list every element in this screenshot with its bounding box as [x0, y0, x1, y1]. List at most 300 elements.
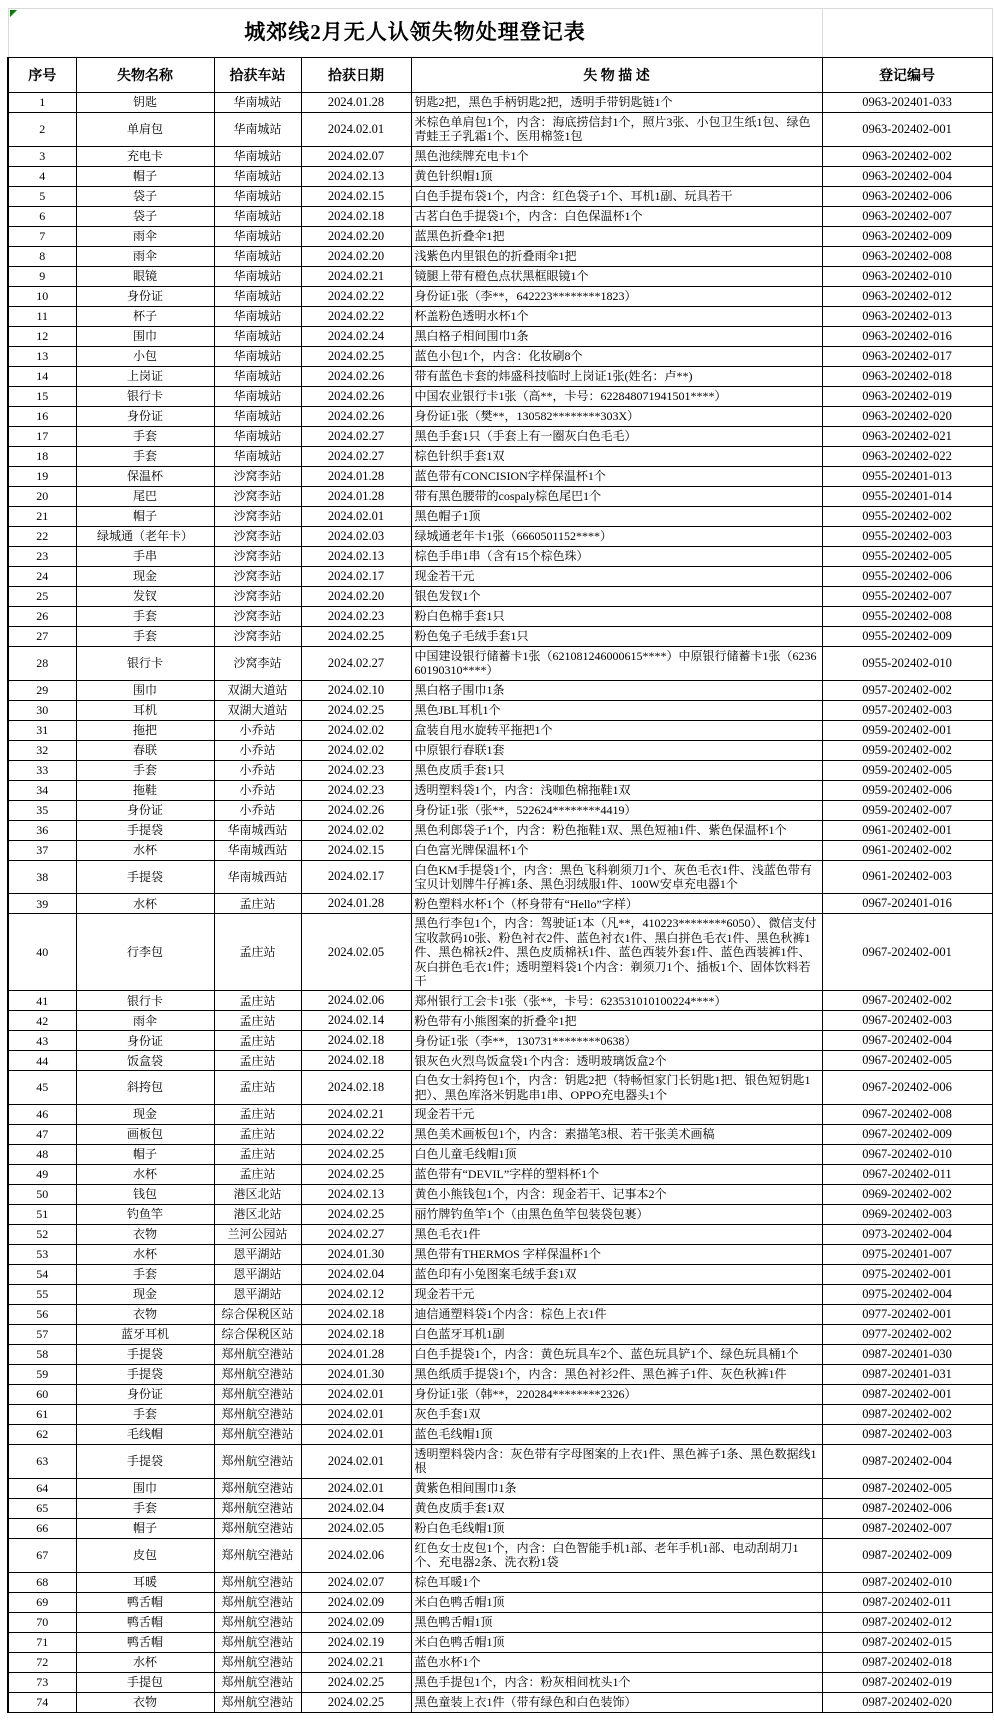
station-cell[interactable]: 孟庄站 [214, 991, 301, 1011]
description-cell[interactable]: 蓝色小包1个，内含：化妆刷8个 [411, 346, 822, 366]
row-number-cell[interactable]: 71 [8, 1632, 76, 1652]
date-cell[interactable]: 2024.02.26 [301, 366, 411, 386]
registration-number-cell[interactable]: 0959-202402-007 [822, 800, 992, 820]
description-cell[interactable]: 黑色毛衣1件 [411, 1225, 822, 1245]
station-cell[interactable]: 港区北站 [214, 1185, 301, 1205]
station-cell[interactable]: 华南城站 [214, 406, 301, 426]
station-cell[interactable]: 孟庄站 [214, 1165, 301, 1185]
date-cell[interactable]: 2024.01.28 [301, 1345, 411, 1365]
date-cell[interactable]: 2024.02.01 [301, 1405, 411, 1425]
row-number-cell[interactable]: 67 [8, 1538, 76, 1572]
date-cell[interactable]: 2024.02.26 [301, 386, 411, 406]
station-cell[interactable]: 郑州航空港站 [214, 1445, 301, 1479]
date-cell[interactable]: 2024.02.07 [301, 1572, 411, 1592]
description-cell[interactable]: 浅紫色内里银色的折叠雨伞1把 [411, 246, 822, 266]
item-name-cell[interactable]: 手提袋 [76, 1345, 214, 1365]
item-name-cell[interactable]: 围巾 [76, 326, 214, 346]
item-name-cell[interactable]: 帽子 [76, 166, 214, 186]
item-name-cell[interactable]: 手提袋 [76, 860, 214, 894]
row-number-cell[interactable]: 13 [8, 346, 76, 366]
description-cell[interactable]: 黑色手套1只（手套上有一圈灰白色毛毛） [411, 426, 822, 446]
station-cell[interactable]: 沙窝李站 [214, 486, 301, 506]
row-number-cell[interactable]: 46 [8, 1105, 76, 1125]
date-cell[interactable]: 2024.02.06 [301, 991, 411, 1011]
registration-number-cell[interactable]: 0963-202402-006 [822, 186, 992, 206]
item-name-cell[interactable]: 手套 [76, 760, 214, 780]
description-cell[interactable]: 白色KM手提袋1个，内含：黑色飞科剃须刀1个、灰色毛衣1件、浅蓝色带有宝贝计划牌牛仔裤1条、黑色羽绒服1件、100W安卓充电器1个 [411, 860, 822, 894]
row-number-cell[interactable]: 7 [8, 226, 76, 246]
registration-number-cell[interactable]: 0987-202401-031 [822, 1365, 992, 1385]
description-cell[interactable]: 黄紫色相间围巾1条 [411, 1478, 822, 1498]
date-cell[interactable]: 2024.02.03 [301, 526, 411, 546]
registration-number-cell[interactable]: 0987-202402-003 [822, 1425, 992, 1445]
item-name-cell[interactable]: 现金 [76, 1105, 214, 1125]
station-cell[interactable]: 双湖大道站 [214, 700, 301, 720]
row-number-cell[interactable]: 21 [8, 506, 76, 526]
date-cell[interactable]: 2024.02.25 [301, 626, 411, 646]
registration-number-cell[interactable]: 0977-202402-002 [822, 1325, 992, 1345]
description-cell[interactable]: 银灰色火烈鸟饭盒袋1个内含：透明玻璃饭盒2个 [411, 1051, 822, 1071]
row-number-cell[interactable]: 36 [8, 820, 76, 840]
item-name-cell[interactable]: 身份证 [76, 1031, 214, 1051]
station-cell[interactable]: 华南城站 [214, 113, 301, 147]
item-name-cell[interactable]: 春联 [76, 740, 214, 760]
station-cell[interactable]: 沙窝李站 [214, 646, 301, 680]
row-number-cell[interactable]: 22 [8, 526, 76, 546]
row-number-cell[interactable]: 17 [8, 426, 76, 446]
station-cell[interactable]: 孟庄站 [214, 1051, 301, 1071]
item-name-cell[interactable]: 上岗证 [76, 366, 214, 386]
date-cell[interactable]: 2024.02.26 [301, 406, 411, 426]
row-number-cell[interactable]: 58 [8, 1345, 76, 1365]
description-cell[interactable]: 黑色手提包1个，内含：粉灰相间枕头1个 [411, 1672, 822, 1692]
date-cell[interactable]: 2024.01.28 [301, 894, 411, 914]
row-number-cell[interactable]: 6 [8, 206, 76, 226]
date-cell[interactable]: 2024.02.22 [301, 286, 411, 306]
registration-number-cell[interactable]: 0955-202402-002 [822, 506, 992, 526]
date-cell[interactable]: 2024.02.21 [301, 266, 411, 286]
registration-number-cell[interactable]: 0973-202402-004 [822, 1225, 992, 1245]
registration-number-cell[interactable]: 0963-202402-002 [822, 146, 992, 166]
description-cell[interactable]: 米棕色单肩包1个，内含：海底捞信封1个，照片3张、小包卫生纸1包、绿色青蛙王子乳霜1个、医用棉签1包 [411, 113, 822, 147]
registration-number-cell[interactable]: 0975-202401-007 [822, 1245, 992, 1265]
row-number-cell[interactable]: 14 [8, 366, 76, 386]
item-name-cell[interactable]: 雨伞 [76, 246, 214, 266]
item-name-cell[interactable]: 袋子 [76, 186, 214, 206]
date-cell[interactable]: 2024.02.25 [301, 700, 411, 720]
registration-number-cell[interactable]: 0963-202402-016 [822, 326, 992, 346]
station-cell[interactable]: 沙窝李站 [214, 466, 301, 486]
station-cell[interactable]: 小乔站 [214, 760, 301, 780]
row-number-cell[interactable]: 66 [8, 1518, 76, 1538]
row-number-cell[interactable]: 2 [8, 113, 76, 147]
description-cell[interactable]: 蓝色带有“DEVIL”字样的塑料杯1个 [411, 1165, 822, 1185]
row-number-cell[interactable]: 16 [8, 406, 76, 426]
description-cell[interactable]: 身份证1张（樊**，130582********303X） [411, 406, 822, 426]
description-cell[interactable]: 蓝色毛线帽1顶 [411, 1425, 822, 1445]
item-name-cell[interactable]: 眼镜 [76, 266, 214, 286]
date-cell[interactable]: 2024.02.22 [301, 306, 411, 326]
row-number-cell[interactable]: 33 [8, 760, 76, 780]
row-number-cell[interactable]: 9 [8, 266, 76, 286]
registration-number-cell[interactable]: 0967-202402-010 [822, 1145, 992, 1165]
date-cell[interactable]: 2024.02.01 [301, 1478, 411, 1498]
registration-number-cell[interactable]: 0969-202402-003 [822, 1205, 992, 1225]
date-cell[interactable]: 2024.02.20 [301, 246, 411, 266]
description-cell[interactable]: 粉色兔子毛绒手套1只 [411, 626, 822, 646]
row-number-cell[interactable]: 74 [8, 1692, 76, 1712]
row-number-cell[interactable]: 18 [8, 446, 76, 466]
item-name-cell[interactable]: 袋子 [76, 206, 214, 226]
item-name-cell[interactable]: 拖鞋 [76, 780, 214, 800]
row-number-cell[interactable]: 47 [8, 1125, 76, 1145]
station-cell[interactable]: 沙窝李站 [214, 626, 301, 646]
table-title-cell[interactable] [8, 9, 822, 58]
registration-number-cell[interactable]: 0961-202402-003 [822, 860, 992, 894]
description-cell[interactable]: 黑色JBL耳机1个 [411, 700, 822, 720]
registration-number-cell[interactable]: 0957-202402-003 [822, 700, 992, 720]
registration-number-cell[interactable]: 0987-202402-004 [822, 1445, 992, 1479]
description-cell[interactable]: 白色女士斜挎包1个，内含：钥匙2把（特畅恒家门长钥匙1把、银色短钥匙1把）、黑色库洛米钥匙串1串、OPPO充电器头1个 [411, 1071, 822, 1105]
station-cell[interactable]: 华南城站 [214, 93, 301, 113]
date-cell[interactable]: 2024.02.12 [301, 1285, 411, 1305]
description-cell[interactable]: 透明塑料袋内含：灰色带有字母图案的上衣1件、黑色裤子1条、黑色数据线1根 [411, 1445, 822, 1479]
column-header-date-found[interactable]: 拾获日期 [301, 58, 411, 93]
station-cell[interactable]: 华南城站 [214, 166, 301, 186]
row-number-cell[interactable]: 34 [8, 780, 76, 800]
row-number-cell[interactable]: 54 [8, 1265, 76, 1285]
date-cell[interactable]: 2024.02.18 [301, 1031, 411, 1051]
description-cell[interactable]: 杯盖粉色透明水杯1个 [411, 306, 822, 326]
row-number-cell[interactable]: 73 [8, 1672, 76, 1692]
row-number-cell[interactable]: 50 [8, 1185, 76, 1205]
registration-number-cell[interactable]: 0955-202402-003 [822, 526, 992, 546]
registration-number-cell[interactable]: 0967-202402-005 [822, 1051, 992, 1071]
item-name-cell[interactable]: 钥匙 [76, 93, 214, 113]
row-number-cell[interactable]: 68 [8, 1572, 76, 1592]
item-name-cell[interactable]: 蓝牙耳机 [76, 1325, 214, 1345]
description-cell[interactable]: 现金若干元 [411, 1105, 822, 1125]
station-cell[interactable]: 孟庄站 [214, 914, 301, 991]
description-cell[interactable]: 黑色童装上衣1件（带有绿色和白色装饰） [411, 1692, 822, 1712]
row-number-cell[interactable]: 10 [8, 286, 76, 306]
description-cell[interactable]: 黑白格子围巾1条 [411, 680, 822, 700]
item-name-cell[interactable]: 手套 [76, 1265, 214, 1285]
description-cell[interactable]: 棕色针织手套1双 [411, 446, 822, 466]
date-cell[interactable]: 2024.01.28 [301, 486, 411, 506]
column-header-station-found[interactable]: 拾获车站 [214, 58, 301, 93]
row-number-cell[interactable]: 23 [8, 546, 76, 566]
row-number-cell[interactable]: 53 [8, 1245, 76, 1265]
date-cell[interactable]: 2024.02.25 [301, 1165, 411, 1185]
station-cell[interactable]: 郑州航空港站 [214, 1385, 301, 1405]
item-name-cell[interactable]: 鸭舌帽 [76, 1592, 214, 1612]
item-name-cell[interactable]: 斜挎包 [76, 1071, 214, 1105]
description-cell[interactable]: 米白色鸭舌帽1顶 [411, 1632, 822, 1652]
item-name-cell[interactable]: 手套 [76, 1405, 214, 1425]
station-cell[interactable]: 郑州航空港站 [214, 1345, 301, 1365]
registration-number-cell[interactable]: 0959-202402-002 [822, 740, 992, 760]
registration-number-cell[interactable]: 0963-202401-033 [822, 93, 992, 113]
column-header-registration-number[interactable]: 登记编号 [822, 58, 992, 93]
description-cell[interactable]: 迪信通塑料袋1个内含：棕色上衣1件 [411, 1305, 822, 1325]
station-cell[interactable]: 综合保税区站 [214, 1325, 301, 1345]
description-cell[interactable]: 身份证1张（李**，642223********1823） [411, 286, 822, 306]
item-name-cell[interactable]: 围巾 [76, 1478, 214, 1498]
date-cell[interactable]: 2024.01.30 [301, 1365, 411, 1385]
description-cell[interactable]: 黄色小熊钱包1个，内含：现金若干、记事本2个 [411, 1185, 822, 1205]
item-name-cell[interactable]: 衣物 [76, 1305, 214, 1325]
description-cell[interactable]: 现金若干元 [411, 566, 822, 586]
registration-number-cell[interactable]: 0959-202402-005 [822, 760, 992, 780]
station-cell[interactable]: 郑州航空港站 [214, 1365, 301, 1385]
station-cell[interactable]: 孟庄站 [214, 1125, 301, 1145]
registration-number-cell[interactable]: 0957-202402-002 [822, 680, 992, 700]
row-number-cell[interactable]: 28 [8, 646, 76, 680]
date-cell[interactable]: 2024.02.01 [301, 1445, 411, 1479]
registration-number-cell[interactable]: 0967-202402-008 [822, 1105, 992, 1125]
registration-number-cell[interactable]: 0967-202402-004 [822, 1031, 992, 1051]
row-number-cell[interactable]: 55 [8, 1285, 76, 1305]
row-number-cell[interactable]: 41 [8, 991, 76, 1011]
description-cell[interactable]: 粉白色棉手套1只 [411, 606, 822, 626]
registration-number-cell[interactable]: 0987-202402-001 [822, 1385, 992, 1405]
row-number-cell[interactable]: 1 [8, 93, 76, 113]
description-cell[interactable]: 蓝色带有CONCISION字样保温杯1个 [411, 466, 822, 486]
date-cell[interactable]: 2024.02.23 [301, 780, 411, 800]
date-cell[interactable]: 2024.02.20 [301, 226, 411, 246]
station-cell[interactable]: 沙窝李站 [214, 586, 301, 606]
station-cell[interactable]: 华南城站 [214, 266, 301, 286]
date-cell[interactable]: 2024.02.25 [301, 1692, 411, 1712]
item-name-cell[interactable]: 水杯 [76, 1652, 214, 1672]
description-cell[interactable]: 白色儿童毛线帽1顶 [411, 1145, 822, 1165]
item-name-cell[interactable]: 拖把 [76, 720, 214, 740]
description-cell[interactable]: 丽竹牌钓鱼竿1个（由黑色鱼竿包装袋包裹） [411, 1205, 822, 1225]
row-number-cell[interactable]: 19 [8, 466, 76, 486]
registration-number-cell[interactable]: 0963-202402-001 [822, 113, 992, 147]
date-cell[interactable]: 2024.02.20 [301, 586, 411, 606]
registration-number-cell[interactable]: 0967-202402-006 [822, 1071, 992, 1105]
description-cell[interactable]: 身份证1张（韩**，220284********2326） [411, 1385, 822, 1405]
registration-number-cell[interactable]: 0959-202402-001 [822, 720, 992, 740]
station-cell[interactable]: 华南城站 [214, 386, 301, 406]
description-cell[interactable]: 米白色鸭舌帽1顶 [411, 1592, 822, 1612]
station-cell[interactable]: 双湖大道站 [214, 680, 301, 700]
item-name-cell[interactable]: 充电卡 [76, 146, 214, 166]
row-number-cell[interactable]: 57 [8, 1325, 76, 1345]
row-number-cell[interactable]: 44 [8, 1051, 76, 1071]
station-cell[interactable]: 郑州航空港站 [214, 1612, 301, 1632]
description-cell[interactable]: 身份证1张（李**，130731********0638） [411, 1031, 822, 1051]
item-name-cell[interactable]: 身份证 [76, 406, 214, 426]
row-number-cell[interactable]: 20 [8, 486, 76, 506]
item-name-cell[interactable]: 水杯 [76, 840, 214, 860]
title-side-cell[interactable] [822, 9, 992, 58]
item-name-cell[interactable]: 尾巴 [76, 486, 214, 506]
registration-number-cell[interactable]: 0963-202402-021 [822, 426, 992, 446]
item-name-cell[interactable]: 耳机 [76, 700, 214, 720]
row-number-cell[interactable]: 31 [8, 720, 76, 740]
station-cell[interactable]: 沙窝李站 [214, 606, 301, 626]
date-cell[interactable]: 2024.02.17 [301, 566, 411, 586]
description-cell[interactable]: 黑色纸质手提袋1个，内含：黑色衬衫2件、黑色裤子1件、灰色秋裤1件 [411, 1365, 822, 1385]
date-cell[interactable]: 2024.02.23 [301, 606, 411, 626]
date-cell[interactable]: 2024.02.13 [301, 166, 411, 186]
item-name-cell[interactable]: 鸭舌帽 [76, 1612, 214, 1632]
date-cell[interactable]: 2024.02.04 [301, 1498, 411, 1518]
item-name-cell[interactable]: 水杯 [76, 1245, 214, 1265]
description-cell[interactable]: 黑色皮质手套1只 [411, 760, 822, 780]
item-name-cell[interactable]: 雨伞 [76, 226, 214, 246]
registration-number-cell[interactable]: 0963-202402-020 [822, 406, 992, 426]
description-cell[interactable]: 中原银行春联1套 [411, 740, 822, 760]
item-name-cell[interactable]: 银行卡 [76, 386, 214, 406]
item-name-cell[interactable]: 手套 [76, 606, 214, 626]
item-name-cell[interactable]: 衣物 [76, 1692, 214, 1712]
item-name-cell[interactable]: 手套 [76, 446, 214, 466]
item-name-cell[interactable]: 手提袋 [76, 820, 214, 840]
station-cell[interactable]: 华南城站 [214, 346, 301, 366]
station-cell[interactable]: 华南城站 [214, 146, 301, 166]
registration-number-cell[interactable]: 0963-202402-008 [822, 246, 992, 266]
item-name-cell[interactable]: 现金 [76, 1285, 214, 1305]
date-cell[interactable]: 2024.02.01 [301, 506, 411, 526]
station-cell[interactable]: 郑州航空港站 [214, 1652, 301, 1672]
date-cell[interactable]: 2024.02.01 [301, 1385, 411, 1405]
date-cell[interactable]: 2024.02.05 [301, 1518, 411, 1538]
row-number-cell[interactable]: 52 [8, 1225, 76, 1245]
date-cell[interactable]: 2024.02.02 [301, 820, 411, 840]
registration-number-cell[interactable]: 0955-202401-013 [822, 466, 992, 486]
station-cell[interactable]: 华南城站 [214, 306, 301, 326]
row-number-cell[interactable]: 45 [8, 1071, 76, 1105]
description-cell[interactable]: 现金若干元 [411, 1285, 822, 1305]
description-cell[interactable]: 盒装自甩水旋转平拖把1个 [411, 720, 822, 740]
column-header-item-description[interactable]: 失 物 描 述 [411, 58, 822, 93]
station-cell[interactable]: 沙窝李站 [214, 566, 301, 586]
registration-number-cell[interactable]: 0963-202402-022 [822, 446, 992, 466]
registration-number-cell[interactable]: 0967-202402-002 [822, 991, 992, 1011]
row-number-cell[interactable]: 61 [8, 1405, 76, 1425]
station-cell[interactable]: 华南城西站 [214, 820, 301, 840]
item-name-cell[interactable]: 保温杯 [76, 466, 214, 486]
station-cell[interactable]: 兰河公园站 [214, 1225, 301, 1245]
station-cell[interactable]: 郑州航空港站 [214, 1425, 301, 1445]
registration-number-cell[interactable]: 0967-202402-009 [822, 1125, 992, 1145]
description-cell[interactable]: 黑白格子相间围巾1条 [411, 326, 822, 346]
item-name-cell[interactable]: 手套 [76, 626, 214, 646]
description-cell[interactable]: 白色蓝牙耳机1副 [411, 1325, 822, 1345]
registration-number-cell[interactable]: 0987-202402-012 [822, 1612, 992, 1632]
row-number-cell[interactable]: 49 [8, 1165, 76, 1185]
item-name-cell[interactable]: 行李包 [76, 914, 214, 991]
date-cell[interactable]: 2024.02.10 [301, 680, 411, 700]
row-number-cell[interactable]: 8 [8, 246, 76, 266]
item-name-cell[interactable]: 耳暖 [76, 1572, 214, 1592]
date-cell[interactable]: 2024.02.19 [301, 1632, 411, 1652]
row-number-cell[interactable]: 26 [8, 606, 76, 626]
description-cell[interactable]: 中国农业银行卡1张（高**，卡号：622848071941501****） [411, 386, 822, 406]
registration-number-cell[interactable]: 0963-202402-012 [822, 286, 992, 306]
registration-number-cell[interactable]: 0987-202401-030 [822, 1345, 992, 1365]
row-number-cell[interactable]: 37 [8, 840, 76, 860]
station-cell[interactable]: 孟庄站 [214, 1071, 301, 1105]
item-name-cell[interactable]: 饭盒袋 [76, 1051, 214, 1071]
description-cell[interactable]: 粉色带有小熊图案的折叠伞1把 [411, 1011, 822, 1031]
description-cell[interactable]: 粉色塑料水杯1个（杯身带有“Hello”字样） [411, 894, 822, 914]
row-number-cell[interactable]: 15 [8, 386, 76, 406]
row-number-cell[interactable]: 63 [8, 1445, 76, 1479]
registration-number-cell[interactable]: 0977-202402-001 [822, 1305, 992, 1325]
registration-number-cell[interactable]: 0987-202402-019 [822, 1672, 992, 1692]
item-name-cell[interactable]: 钓鱼竿 [76, 1205, 214, 1225]
description-cell[interactable]: 黑色带有THERMOS 字样保温杯1个 [411, 1245, 822, 1265]
station-cell[interactable]: 孟庄站 [214, 1011, 301, 1031]
date-cell[interactable]: 2024.02.15 [301, 840, 411, 860]
item-name-cell[interactable]: 手提袋 [76, 1445, 214, 1479]
item-name-cell[interactable]: 帽子 [76, 1518, 214, 1538]
row-number-cell[interactable]: 38 [8, 860, 76, 894]
registration-number-cell[interactable]: 0975-202402-004 [822, 1285, 992, 1305]
date-cell[interactable]: 2024.02.05 [301, 914, 411, 991]
registration-number-cell[interactable]: 0963-202402-018 [822, 366, 992, 386]
registration-number-cell[interactable]: 0955-202402-010 [822, 646, 992, 680]
date-cell[interactable]: 2024.02.06 [301, 1538, 411, 1572]
item-name-cell[interactable]: 手串 [76, 546, 214, 566]
item-name-cell[interactable]: 雨伞 [76, 1011, 214, 1031]
date-cell[interactable]: 2024.02.25 [301, 1672, 411, 1692]
date-cell[interactable]: 2024.02.18 [301, 1325, 411, 1345]
station-cell[interactable]: 孟庄站 [214, 1105, 301, 1125]
station-cell[interactable]: 小乔站 [214, 800, 301, 820]
date-cell[interactable]: 2024.02.27 [301, 1225, 411, 1245]
row-number-cell[interactable]: 48 [8, 1145, 76, 1165]
item-name-cell[interactable]: 皮包 [76, 1538, 214, 1572]
date-cell[interactable]: 2024.02.07 [301, 146, 411, 166]
item-name-cell[interactable]: 毛线帽 [76, 1425, 214, 1445]
station-cell[interactable]: 小乔站 [214, 780, 301, 800]
date-cell[interactable]: 2024.02.15 [301, 186, 411, 206]
description-cell[interactable]: 白色手提袋1个，内含：黄色玩具车2个、蓝色玩具铲1个、绿色玩具桶1个 [411, 1345, 822, 1365]
station-cell[interactable]: 郑州航空港站 [214, 1518, 301, 1538]
item-name-cell[interactable]: 衣物 [76, 1225, 214, 1245]
registration-number-cell[interactable]: 0967-202401-016 [822, 894, 992, 914]
registration-number-cell[interactable]: 0987-202402-009 [822, 1538, 992, 1572]
date-cell[interactable]: 2024.02.21 [301, 1105, 411, 1125]
date-cell[interactable]: 2024.02.13 [301, 546, 411, 566]
station-cell[interactable]: 郑州航空港站 [214, 1538, 301, 1572]
registration-number-cell[interactable]: 0967-202402-001 [822, 914, 992, 991]
item-name-cell[interactable]: 水杯 [76, 894, 214, 914]
item-name-cell[interactable]: 身份证 [76, 1385, 214, 1405]
station-cell[interactable]: 郑州航空港站 [214, 1632, 301, 1652]
registration-number-cell[interactable]: 0987-202402-002 [822, 1405, 992, 1425]
description-cell[interactable]: 郑州银行工会卡1张（张**，卡号：623531010100224****） [411, 991, 822, 1011]
station-cell[interactable]: 郑州航空港站 [214, 1692, 301, 1712]
description-cell[interactable]: 古茗白色手提袋1个，内含：白色保温杯1个 [411, 206, 822, 226]
registration-number-cell[interactable]: 0987-202402-007 [822, 1518, 992, 1538]
row-number-cell[interactable]: 5 [8, 186, 76, 206]
date-cell[interactable]: 2024.02.21 [301, 1652, 411, 1672]
registration-number-cell[interactable]: 0987-202402-018 [822, 1652, 992, 1672]
station-cell[interactable]: 恩平湖站 [214, 1265, 301, 1285]
column-header-serial-number[interactable]: 序号 [8, 58, 76, 93]
date-cell[interactable]: 2024.02.27 [301, 426, 411, 446]
description-cell[interactable]: 绿城通老年卡1张（6660501152****） [411, 526, 822, 546]
date-cell[interactable]: 2024.02.25 [301, 1145, 411, 1165]
row-number-cell[interactable]: 39 [8, 894, 76, 914]
